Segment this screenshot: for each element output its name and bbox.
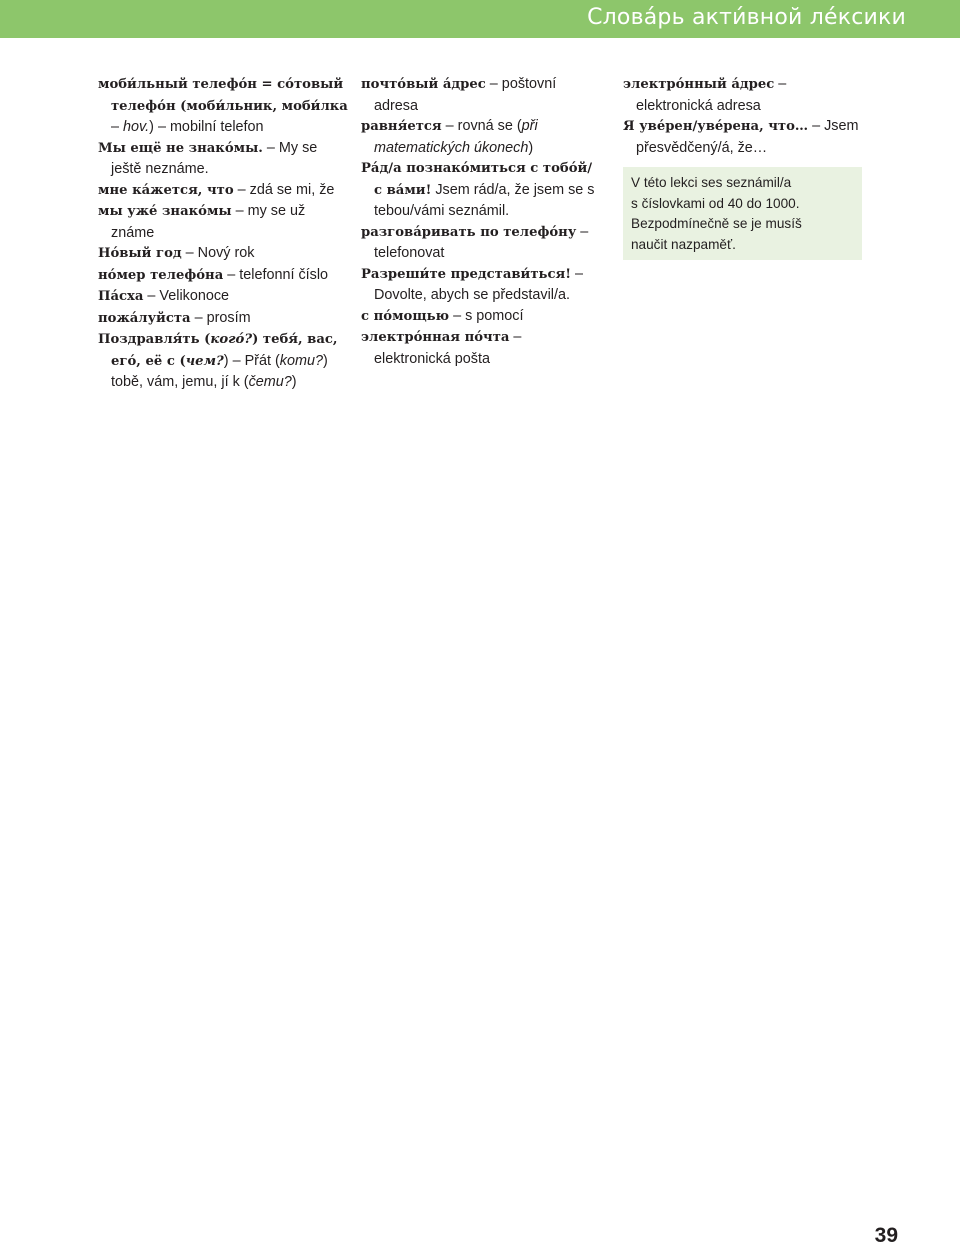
czech-translation: – <box>111 119 124 135</box>
russian-term: равня́ется <box>361 119 442 134</box>
russian-term: разговáривать по телефóну <box>361 224 577 240</box>
czech-translation: – Nový rok <box>181 245 255 261</box>
czech-translation: – poštovní adresa <box>374 76 557 114</box>
czech-translation: – telefonovat <box>374 223 589 261</box>
czech-translation: ) <box>291 374 297 390</box>
czech-translation: – telefonní číslo <box>223 266 329 283</box>
vocabulary-entry <box>361 74 601 116</box>
vocabulary-entry <box>361 327 601 369</box>
vocabulary-entry <box>98 243 348 265</box>
vocabulary-entry <box>98 329 348 393</box>
czech-translation: – zdá se mi, že <box>233 181 335 198</box>
note-line: V této lekci ses seznámil/a <box>631 175 792 190</box>
vocabulary-entry <box>361 264 601 306</box>
russian-term: чем? <box>185 353 224 369</box>
czech-translation: ) – mobilní telefon <box>149 119 264 135</box>
vocabulary-entry <box>361 222 601 264</box>
vocabulary-entry <box>98 138 348 180</box>
note-line: naučit nazpaměť. <box>631 236 736 252</box>
czech-translation: – elektronická pošta <box>374 329 522 367</box>
russian-term: электрóнный áдрес <box>623 77 775 92</box>
vocabulary-entry <box>98 201 348 243</box>
czech-translation: – s pomocí <box>449 307 524 324</box>
russian-term: Рáд/а познакóмиться с тобóй/ с вáми! <box>361 161 593 198</box>
russian-term: Поздравля́ть ( <box>98 332 211 347</box>
russian-term: мы ужé знакóмы <box>98 204 232 219</box>
czech-translation: ) <box>528 139 534 156</box>
czech-translation: hov. <box>123 119 150 135</box>
note-line: Bezpodmínečně se je musíš <box>631 216 802 231</box>
czech-translation: komu? <box>279 352 323 369</box>
czech-translation: – my se už známe <box>111 203 306 241</box>
czech-translation: – elektronická adresa <box>636 76 787 114</box>
russian-term: пожáлуйста <box>98 310 191 326</box>
russian-term: с пóмощью <box>361 308 450 324</box>
vocabulary-entry <box>98 180 348 202</box>
czech-translation: – My se ještě neznáme. <box>111 139 318 177</box>
russian-term: когó? <box>210 332 253 347</box>
czech-translation: – Jsem přesvědčený/á, že… <box>636 118 859 156</box>
russian-term: Нóвый год <box>98 246 182 261</box>
russian-term: электрóнная пóчта <box>361 330 510 345</box>
czech-translation: čemu? <box>248 374 292 390</box>
czech-translation: – Dovolte, abych se představil/a. <box>374 265 584 303</box>
russian-term: мне кáжется, что <box>98 182 234 198</box>
czech-translation: ) tobě, vám, jemu, jí k ( <box>111 352 328 390</box>
russian-term: Я увéрен/увéрена, что… <box>623 119 809 134</box>
russian-term: ) тебя́, вас, егó, её с ( <box>111 332 338 369</box>
vocabulary-column-3 <box>623 74 863 158</box>
vocabulary-column-1 <box>98 74 348 393</box>
czech-translation: – rovná se ( <box>441 118 522 134</box>
czech-translation: ) – Přát ( <box>223 352 280 369</box>
vocabulary-entry <box>98 286 348 308</box>
russian-term: Разреши́те представи́ться! <box>361 266 572 282</box>
vocabulary-entry <box>623 74 863 116</box>
russian-term: моби́льный телефóн = сóтовый телефóн (моби́льник, моби́лка <box>98 77 348 114</box>
note-box <box>623 167 862 260</box>
vocabulary-entry <box>98 265 348 287</box>
note-text <box>631 173 856 255</box>
czech-translation: Jsem rád/a, že jsem se s tebou/vámi seznámil. <box>374 181 595 219</box>
page-title: Словáрь акти́вной лéксики <box>587 5 906 30</box>
vocabulary-entry <box>98 74 348 138</box>
czech-translation: při matematických úkonech <box>374 118 538 156</box>
vocabulary-entry <box>98 308 348 330</box>
vocabulary-column-2 <box>361 74 601 369</box>
page-number: 39 <box>874 1224 898 1247</box>
note-line: s číslovkami od 40 do 1000. <box>631 195 800 211</box>
russian-term: почтóвый áдрес <box>361 77 486 92</box>
vocabulary-entry <box>361 158 601 222</box>
russian-term: нóмер телефóна <box>98 267 224 283</box>
czech-translation: – Velikonoce <box>143 288 230 304</box>
vocabulary-entry <box>623 116 863 158</box>
header-bar <box>0 0 960 38</box>
vocabulary-entry <box>361 116 601 158</box>
vocabulary-entry <box>361 306 601 328</box>
russian-term: Мы ещё не знакóмы. <box>98 140 263 156</box>
czech-translation: – prosím <box>190 309 251 326</box>
russian-term: Пáсха <box>98 289 144 304</box>
